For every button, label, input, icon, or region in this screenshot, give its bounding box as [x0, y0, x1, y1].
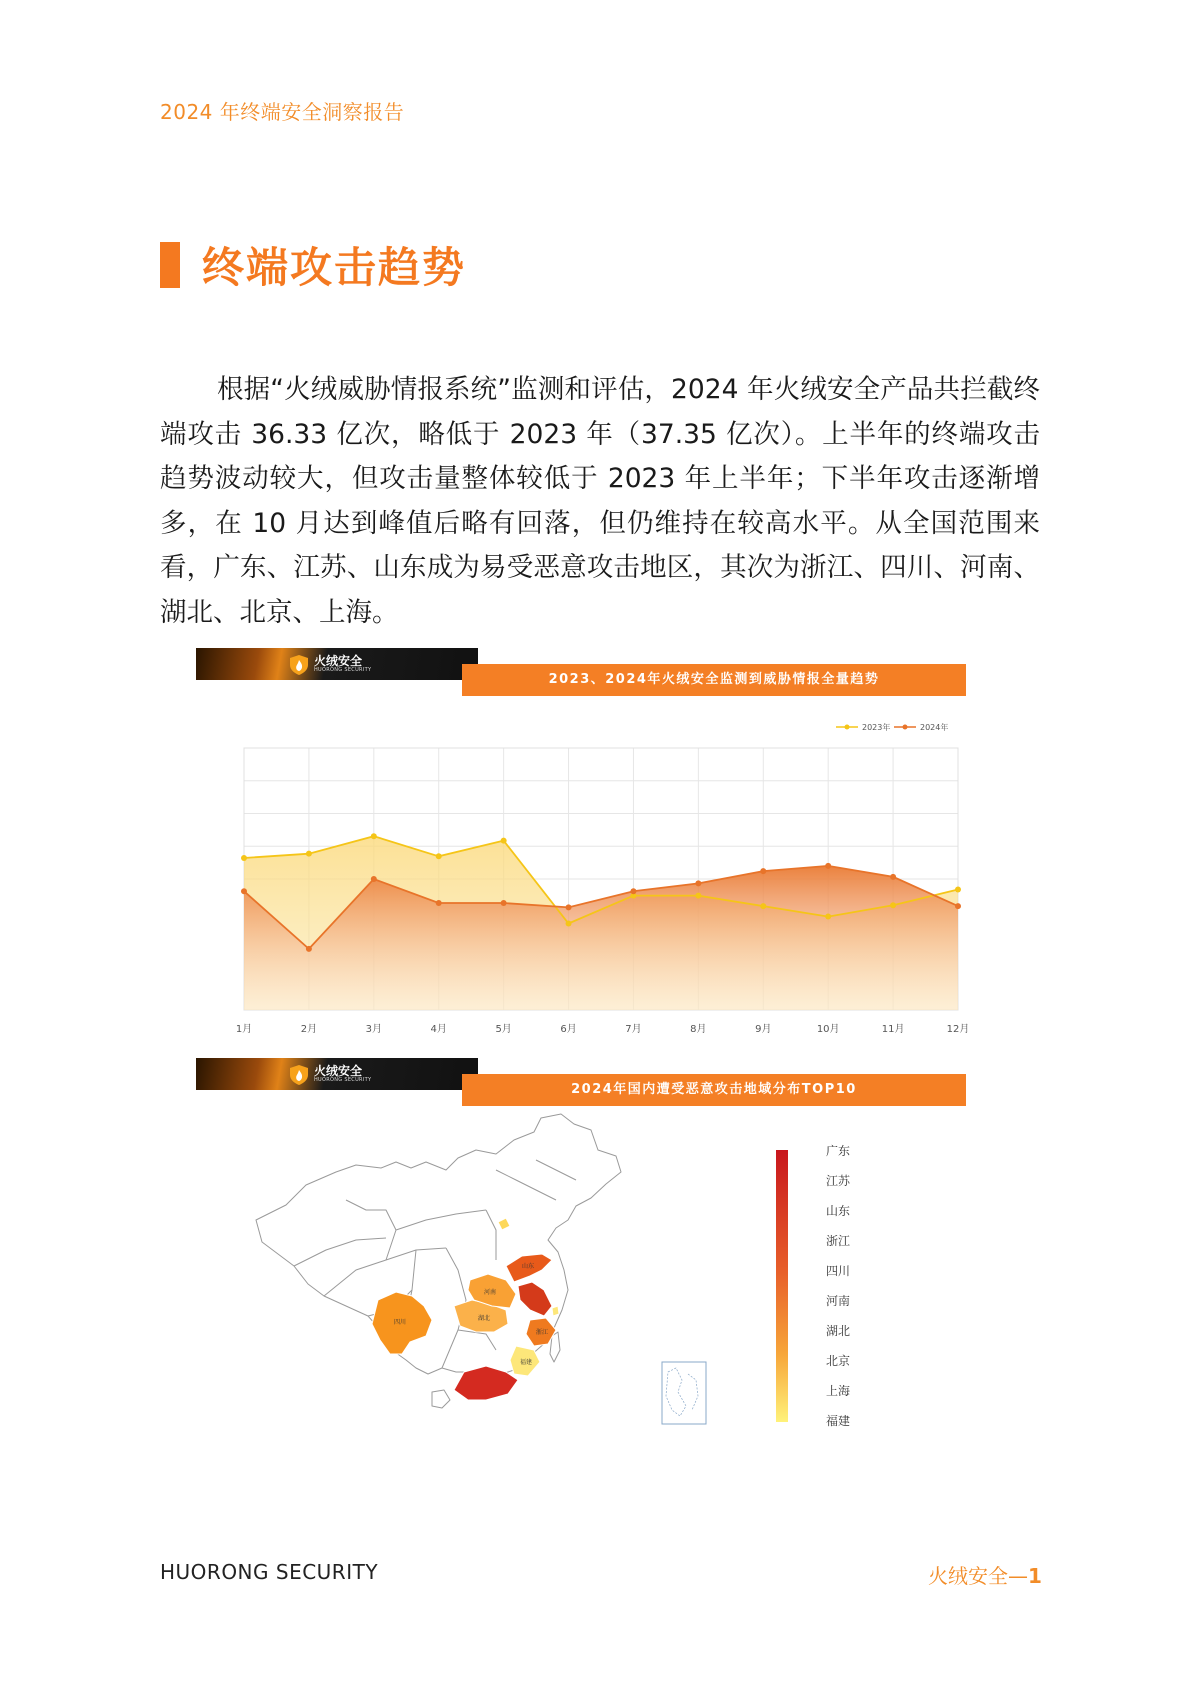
legend-item: 广东	[826, 1144, 851, 1158]
brand-name-en: HUORONG SECURITY	[314, 1077, 372, 1083]
china-choropleth-map	[196, 1110, 816, 1450]
data-point-2023	[306, 851, 312, 857]
data-point-2024	[436, 900, 442, 906]
x-tick-label: 7月	[625, 1024, 642, 1035]
shield-flame-icon	[290, 655, 308, 675]
legend-item: 江苏	[826, 1174, 851, 1188]
legend-item: 四川	[826, 1264, 851, 1278]
data-point-2024	[825, 863, 831, 869]
data-point-2024	[241, 888, 247, 894]
map-title: 2024年国内遭受恶意攻击地域分布TOP10	[462, 1074, 966, 1106]
x-tick-label: 1月	[235, 1024, 253, 1035]
data-point-2024	[371, 876, 377, 882]
x-tick-label: 3月	[365, 1024, 383, 1035]
brand-name-cn: 火绒安全	[314, 1064, 363, 1078]
legend-label: 2023年	[862, 723, 891, 732]
legend-item: 上海	[826, 1384, 851, 1398]
data-point-2024	[760, 868, 766, 874]
map-label-zhejiang: 浙江	[536, 1329, 549, 1336]
footer-brand-cn: 火绒安全—	[928, 1564, 1028, 1588]
data-point-2024	[566, 904, 572, 910]
data-point-2024	[955, 903, 961, 909]
map-label-henan: 河南	[484, 1289, 497, 1296]
map-label-hubei: 湖北	[478, 1315, 491, 1322]
shanghai-region	[552, 1306, 559, 1316]
legend-marker	[845, 725, 850, 730]
x-tick-label: 8月	[690, 1024, 707, 1035]
brand-banner	[196, 1058, 478, 1090]
hainan-island	[432, 1390, 450, 1408]
legend-marker	[903, 725, 908, 730]
data-point-2023	[241, 855, 247, 861]
page-number: 1	[1028, 1564, 1042, 1588]
chart-panel-header	[196, 648, 966, 698]
map-panel-header	[196, 1058, 966, 1108]
legend-item: 湖北	[826, 1324, 851, 1338]
map-label-sichuan: 四川	[394, 1319, 407, 1326]
data-point-2023	[501, 838, 507, 844]
x-tick-label: 12月	[946, 1024, 970, 1035]
x-tick-label: 10月	[816, 1024, 840, 1035]
footer-page	[928, 1560, 1042, 1589]
x-tick-label: 5月	[495, 1024, 512, 1035]
data-point-2024	[890, 874, 896, 880]
brand-name-cn: 火绒安全	[314, 654, 363, 668]
data-point-2023	[955, 886, 961, 892]
data-point-2024	[501, 900, 507, 906]
footer-brand-en: HUORONG SECURITY	[160, 1560, 379, 1584]
data-point-2024	[630, 888, 636, 894]
legend-item: 山东	[826, 1204, 851, 1218]
trend-area-chart	[196, 700, 986, 1040]
chart-title: 2023、2024年火绒安全监测到威胁情报全量趋势	[462, 664, 966, 696]
data-point-2024	[695, 880, 701, 886]
map-label-fujian: 福建	[520, 1359, 533, 1366]
section-title: 终端攻击趋势	[202, 243, 467, 292]
x-tick-label: 2月	[300, 1024, 318, 1035]
chart-legend	[836, 722, 948, 732]
data-point-2023	[695, 893, 701, 899]
data-point-2023	[890, 902, 896, 908]
data-point-2023	[436, 853, 442, 859]
legend-item: 浙江	[826, 1234, 851, 1248]
brand-name-en: HUORONG SECURITY	[314, 667, 372, 673]
data-point-2023	[371, 833, 377, 839]
data-point-2023	[825, 914, 831, 920]
data-point-2023	[566, 921, 572, 927]
legend-label: 2024年	[920, 723, 949, 732]
x-tick-label: 9月	[755, 1024, 772, 1035]
x-tick-label: 11月	[881, 1024, 905, 1035]
south-china-sea-inset	[662, 1362, 706, 1424]
data-point-2024	[306, 946, 312, 952]
section-heading	[160, 242, 467, 292]
legend-item: 北京	[826, 1354, 851, 1368]
legend-color-scale	[776, 1150, 788, 1422]
running-header: 2024 年终端安全洞察报告	[160, 100, 405, 124]
heading-accent-bar	[160, 242, 180, 288]
body-paragraph: 根据“火绒威胁情报系统”监测和评估，2024 年火绒安全产品共拦截终端攻击 36.33 亿次，略低于 2023 年（37.35 亿次）。上半年的终端攻击趋势波动较大，但攻击量整体较低于 2023 年上半年；下半年攻击逐渐增多，在 10 月达到峰值后略有回落，但仍维持在较高水平。从全国范围来看，广东、江苏、山东成为易受恶意攻击地区，其次为浙江、四川、河南、湖北、北京、上海。	[160, 374, 1040, 628]
data-point-2023	[760, 903, 766, 909]
x-axis-ticks	[236, 1023, 970, 1035]
legend-item: 河南	[826, 1294, 851, 1308]
map-label-shandong: 山东	[522, 1263, 535, 1270]
x-tick-label: 4月	[430, 1024, 447, 1035]
brand-banner	[196, 648, 478, 680]
legend-item: 福建	[826, 1414, 851, 1428]
shield-flame-icon	[290, 1065, 308, 1085]
x-tick-label: 6月	[560, 1024, 577, 1035]
